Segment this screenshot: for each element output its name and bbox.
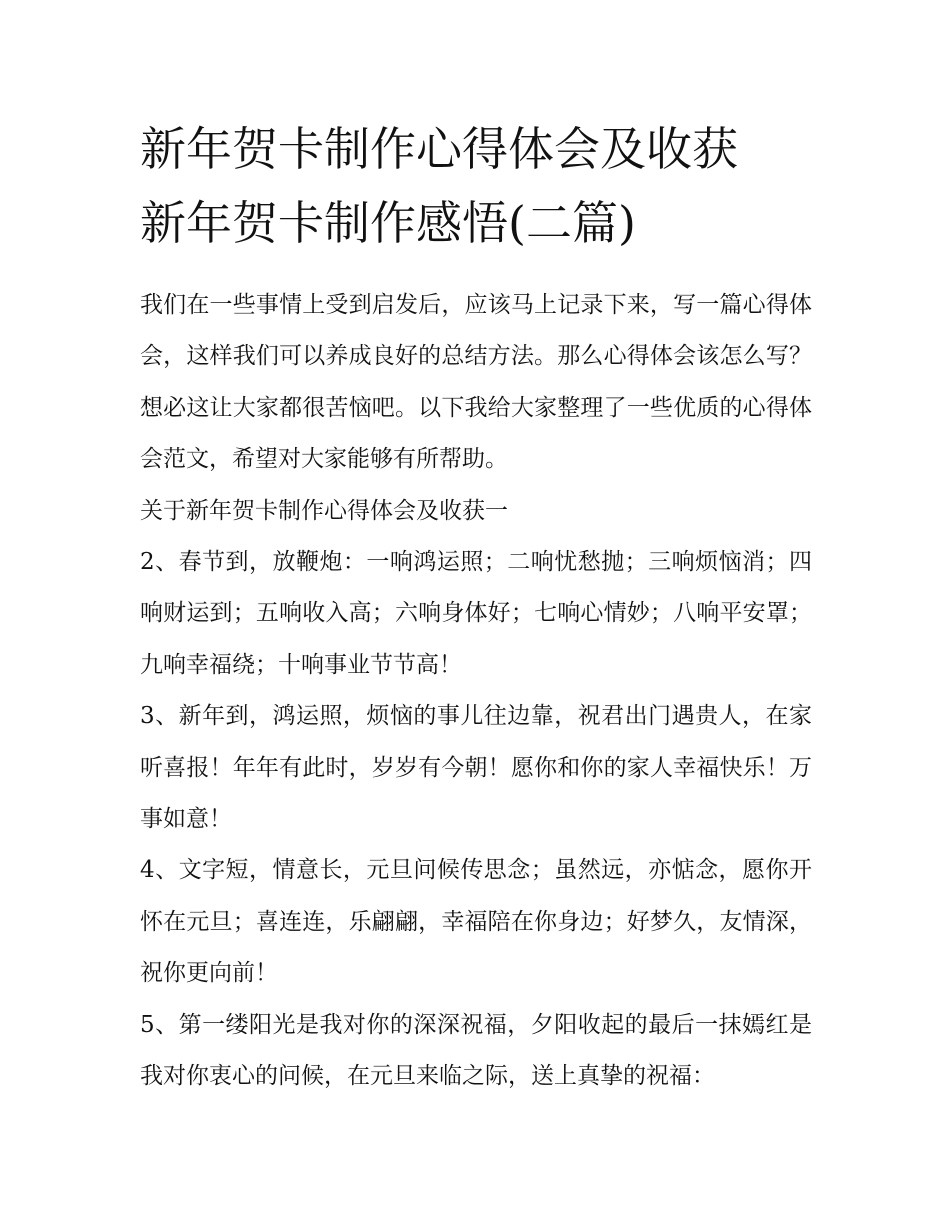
title-line-2: 新年贺卡制作感悟(二篇) (140, 196, 636, 250)
document-body (140, 280, 812, 1103)
intro-paragraph: 我们在一些事情上受到启发后，应该马上记录下来，写一篇心得体会，这样我们可以养成良好的总结方法。那么心得体会该怎么写？想必这让大家都很苦恼吧。以下我给大家整理了一些优质的心得体会范文，希望对大家能够有所帮助。 (140, 292, 812, 473)
paragraph-item-2: 2、春节到，放鞭炮：一响鸿运照；二响忧愁抛；三响烦恼消；四响财运到；五响收入高；六响身体好；七响心情妙；八响平安罩；九响幸福绕；十响事业节节高！ (140, 549, 812, 678)
document-content (140, 112, 812, 1103)
paragraph-item-3: 3、新年到，鸿运照，烦恼的事儿往边靠，祝君出门遇贵人，在家听喜报！年年有此时，岁岁有今朝！愿你和你的家人幸福快乐！万事如意！ (140, 703, 812, 833)
title-line-1: 新年贺卡制作心得体会及收获 (140, 122, 738, 176)
section-heading: 关于新年贺卡制作心得体会及收获一 (140, 497, 508, 524)
paragraph-item-4: 4、文字短，情意长，元旦问候传思念；虽然远，亦惦念，愿你开怀在元旦；喜连连，乐翩翩，幸福陪在你身边；好梦久，友情深，祝你更向前！ (140, 857, 812, 987)
paragraph-item-5: 5、第一缕阳光是我对你的深深祝福，夕阳收起的最后一抹嫣红是我对你衷心的问候，在元旦来临之际，送上真挚的祝福： (140, 1011, 812, 1090)
document-title (140, 112, 812, 260)
